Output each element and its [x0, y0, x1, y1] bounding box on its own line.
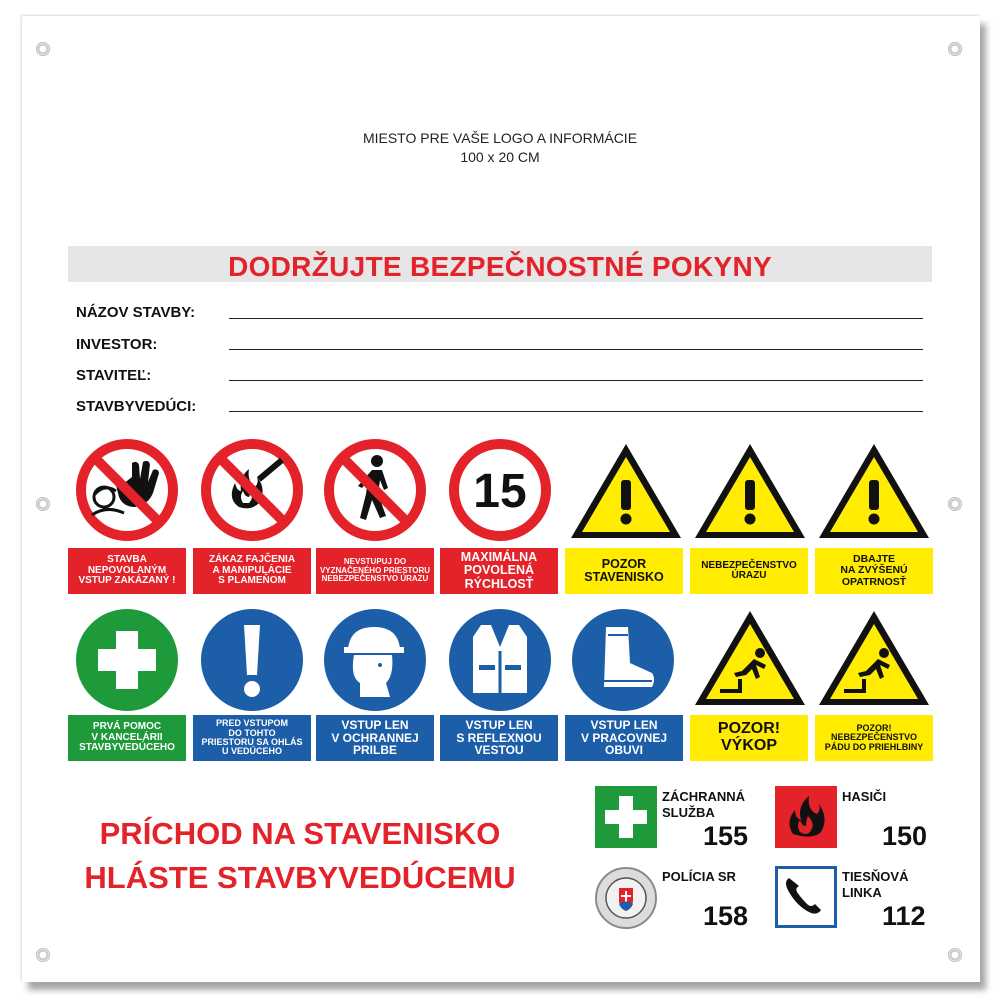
fall-warning-icon	[816, 607, 932, 709]
label-line: POZOR!	[856, 722, 892, 733]
label-line: STAVBA	[107, 554, 147, 566]
first-aid-icon	[74, 607, 180, 713]
excavation-warning-icon	[692, 607, 808, 709]
label-line: A MANIPULÁCIE	[212, 564, 292, 576]
field-line-builder	[229, 380, 923, 381]
label-reflective-vest	[440, 715, 558, 761]
ambulance-number: 155	[703, 821, 749, 851]
reflective-vest-icon	[447, 607, 553, 713]
label-excavation	[690, 715, 808, 761]
label-line: POZOR	[601, 556, 647, 571]
label-line: NEVSTUPUJ DO	[343, 557, 407, 567]
label-line: NEBEZPEČENSTVO	[830, 732, 917, 743]
field-line-project-name	[229, 318, 923, 319]
emergency-phone-icon	[775, 866, 837, 928]
grommet-bottom-right	[948, 948, 962, 962]
no-smoking-flame-icon	[199, 437, 305, 543]
field-label-project-name: NÁZOV STAVBY:	[76, 304, 196, 321]
label-line: PRIESTORU SA OHLÁS	[201, 737, 303, 747]
logo-area-line2: 100 x 20 CM	[460, 149, 540, 165]
label-line: PRILBE	[352, 743, 397, 758]
label-line: ÚRAZU	[731, 570, 767, 581]
contact-label-line: HASIČI	[842, 789, 887, 804]
report-in-icon	[199, 607, 305, 713]
label-line: OPATRNOSŤ	[841, 575, 907, 588]
fire-icon	[775, 786, 837, 848]
label-line: V PRACOVNEJ	[580, 730, 668, 745]
firefighters-label	[842, 789, 886, 805]
label-fall-hazard	[815, 715, 933, 761]
label-no-pedestrian	[316, 548, 434, 594]
label-injury-warning	[690, 548, 808, 594]
label-line: RÝCHLOSŤ	[464, 576, 534, 591]
label-line: VSTUP LEN	[465, 718, 533, 733]
label-line: VÝKOP	[720, 737, 777, 754]
grommet-bottom-left	[36, 948, 50, 962]
label-report-in	[193, 715, 311, 761]
label-line: PÁDU DO PRIEHLBINY	[824, 741, 924, 752]
label-line: NA ZVÝŠENÚ	[840, 564, 908, 577]
field-label-builder: STAVITEĽ:	[76, 367, 152, 384]
no-entry-unauthorized-icon	[74, 437, 180, 543]
label-hard-hat	[316, 715, 434, 761]
speed-limit-icon	[447, 437, 553, 543]
label-caution	[815, 548, 933, 594]
label-line: S REFLEXNOU	[456, 730, 542, 745]
field-line-investor	[229, 349, 923, 350]
label-line: V KANCELÁRII	[91, 731, 163, 743]
logo-area-line1: MIESTO PRE VAŠE LOGO A INFORMÁCIE	[362, 130, 638, 146]
label-line: DO TOHTO	[228, 727, 276, 738]
label-line: PRVÁ POMOC	[92, 721, 162, 733]
label-line: MAXIMÁLNA	[460, 550, 538, 565]
label-line: VSTUP LEN	[341, 718, 409, 733]
arrival-message-line1: PRÍCHOD NA STAVENISKO	[99, 816, 501, 851]
label-line: U VEDÚCEHO	[221, 746, 282, 757]
field-label-site-manager: STAVBYVEDÚCI:	[76, 398, 197, 415]
police-label	[662, 869, 736, 885]
contact-label-line: TIESŇOVÁ	[842, 869, 909, 884]
label-line: VSTUP ZAKÁZANÝ !	[78, 575, 176, 587]
label-line: POVOLENÁ	[463, 563, 535, 578]
label-line: VSTUP LEN	[590, 718, 658, 733]
no-pedestrian-icon	[322, 437, 428, 543]
label-line: S PLAMEŇOM	[218, 575, 286, 587]
firefighters-number: 150	[882, 821, 928, 851]
contact-label-line: LINKA	[842, 885, 882, 901]
label-line: STAVBYVEDÚCEHO	[79, 742, 175, 754]
warning-injury-icon	[692, 440, 808, 542]
emergency-line-number: 112	[882, 901, 926, 931]
label-line: POZOR!	[717, 720, 781, 738]
emergency-line-label	[842, 869, 908, 902]
contact-label-line: SLUŽBA	[662, 805, 715, 821]
label-no-entry	[68, 548, 186, 594]
label-safety-boots	[565, 715, 683, 761]
label-line: ZÁKAZ FAJČENIA	[208, 554, 296, 566]
grommet-mid-right	[948, 497, 962, 511]
label-line: NEBEZPEČENSTVO	[701, 559, 797, 571]
label-line: DBAJTE	[852, 553, 895, 566]
safety-boots-icon	[570, 607, 676, 713]
warning-site-icon	[568, 440, 684, 542]
label-line: VYZNAČENÉHO PRIESTORU	[319, 565, 431, 575]
label-line: PRED VSTUPOM	[215, 718, 288, 729]
label-line: NEBEZPEČENSTVO ÚRAZU	[321, 574, 429, 584]
label-line: STAVENISKO	[584, 570, 664, 584]
hard-hat-icon	[322, 607, 428, 713]
label-line: OBUVI	[604, 743, 643, 758]
police-number: 158	[703, 901, 749, 931]
ambulance-label	[662, 789, 745, 822]
speed-limit-value: 15	[473, 465, 527, 518]
field-label-investor: INVESTOR:	[76, 336, 158, 353]
contact-label-line: ZÁCHRANNÁ	[662, 789, 746, 804]
label-line: VESTOU	[474, 743, 524, 758]
arrival-message-line2: HLÁSTE STAVBYVEDÚCEMU	[84, 860, 516, 895]
grommet-top-right	[948, 42, 962, 56]
grommet-top-left	[36, 42, 50, 56]
label-first-aid	[68, 715, 186, 761]
label-speed-limit	[440, 548, 558, 594]
police-badge-icon	[594, 866, 658, 930]
label-no-smoking	[193, 548, 311, 594]
ambulance-cross-icon	[595, 786, 657, 848]
grommet-mid-left	[36, 497, 50, 511]
label-line: V OCHRANNEJ	[331, 730, 419, 745]
contact-label-line: POLÍCIA SR	[662, 869, 736, 884]
warning-caution-icon	[816, 440, 932, 542]
label-line: NEPOVOLANÝM	[87, 564, 167, 576]
label-site-warning	[565, 548, 683, 594]
safety-title: DODRŽUJTE BEZPEČNOSTNÉ POKYNY	[68, 246, 932, 282]
field-line-site-manager	[229, 411, 923, 412]
